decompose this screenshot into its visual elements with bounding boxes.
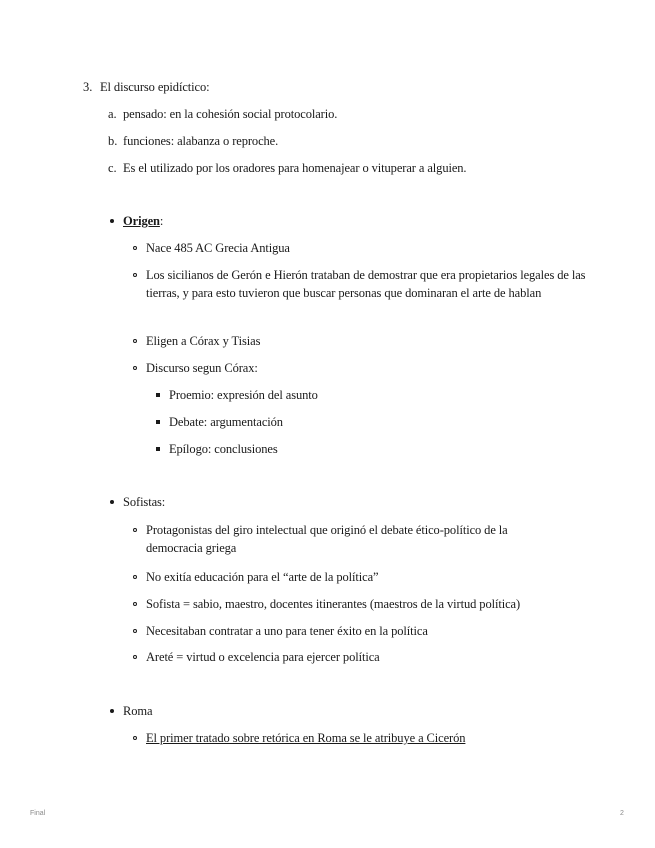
origen-item: Discurso segun Córax:: [146, 361, 258, 375]
corax-part: Epílogo: conclusiones: [169, 442, 278, 456]
list-marker-a: a.: [108, 107, 117, 121]
origen-label: Origen: [123, 214, 160, 228]
list-item-c: Es el utilizado por los oradores para homenajear o vituperar a alguien.: [123, 161, 467, 175]
bullet-circle: [133, 629, 137, 633]
page-number: 2: [620, 810, 624, 817]
sofistas-item: Areté = virtud o excelencia para ejercer política: [146, 650, 380, 664]
bullet-circle: [133, 273, 137, 277]
origen-colon: :: [159, 214, 164, 228]
list-marker-b: b.: [108, 134, 118, 148]
section-number: 3.: [83, 80, 93, 94]
sofistas-item: Necesitaban contratar a uno para tener éxito en la política: [146, 624, 428, 638]
bullet-dot: [110, 709, 114, 713]
bullet-circle: [133, 575, 137, 579]
list-item-a: pensado: en la cohesión social protocolario.: [123, 107, 338, 121]
section-heading: El discurso epidíctico:: [100, 80, 210, 94]
bullet-circle: [133, 339, 137, 343]
sofistas-item: No exitía educación para el “arte de la política”: [146, 570, 379, 584]
bullet-square: [156, 420, 160, 424]
origen-item: Los sicilianos de Gerón e Hierón trataban de demostrar que era propietarios legales de las tierras, y para esto tuvieron que buscar personas que dominaran el arte de hablan: [146, 268, 586, 300]
roma-heading: Roma: [123, 704, 153, 718]
list-marker-c: c.: [108, 161, 117, 175]
bullet-square: [156, 393, 160, 397]
bullet-circle: [133, 736, 137, 740]
bullet-circle: [133, 602, 137, 606]
origen-heading: [123, 212, 163, 230]
origen-item: Nace 485 AC Grecia Antigua: [146, 241, 290, 255]
bullet-dot: [110, 219, 114, 223]
sofistas-item: Protagonistas del giro intelectual que originó el debate ético-político de la democracia griega: [146, 523, 508, 555]
bullet-dot: [110, 500, 114, 504]
list-item-b: funciones: alabanza o reproche.: [123, 134, 279, 148]
sofistas-heading: Sofistas:: [123, 495, 166, 509]
bullet-square: [156, 447, 160, 451]
footer-label: Final: [30, 810, 46, 817]
corax-part: Debate: argumentación: [169, 415, 283, 429]
bullet-circle: [133, 528, 137, 532]
corax-part: Proemio: expresión del asunto: [169, 388, 318, 402]
bullet-circle: [133, 366, 137, 370]
origen-item: Eligen a Córax y Tisias: [146, 334, 261, 348]
roma-item: El primer tratado sobre retórica en Roma se le atribuye a Cicerón: [146, 731, 466, 745]
bullet-circle: [133, 655, 137, 659]
sofistas-item: Sofista = sabio, maestro, docentes itinerantes (maestros de la virtud política): [146, 597, 521, 611]
bullet-circle: [133, 246, 137, 250]
